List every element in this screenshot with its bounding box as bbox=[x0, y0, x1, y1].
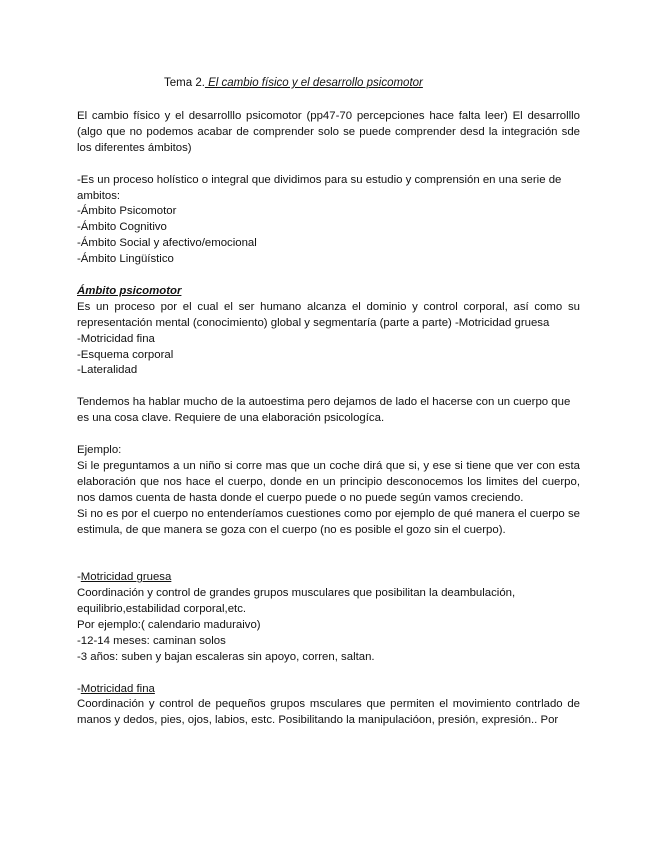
example-paragraph-2: Si no es por el cuerpo no entenderíamos cuestiones como por ejemplo de qué manera el cuerpo se estimula, de que manera se goza con el cuerpo (no es posible el gozo sin el cuerpo). bbox=[77, 507, 580, 536]
list-item: -Esquema corporal bbox=[77, 348, 174, 361]
fina-heading bbox=[77, 682, 580, 698]
gruesa-heading-text: Motricidad gruesa bbox=[80, 571, 172, 584]
list-item: -Ámbito Social y afectivo/emocional bbox=[77, 237, 257, 250]
gruesa-dash: - bbox=[77, 571, 81, 584]
fina-paragraph: Coordinación y control de pequeños grupos msculares que permiten el movimiento contrlado de manos y dedos, pies, ojos, labios, estc. Posibilitando la manipulacióon, presión, expresión.. Por bbox=[77, 698, 580, 727]
title-subject: El cambio físico y el desarrollo psicomotor bbox=[204, 77, 423, 89]
psicomotor-definition: Es un proceso por el cual el ser humano alcanza el dominio y control corporal, así como su representación mental (conocimiento) global y segmentaría (parte a parte) -Motricidad gruesa bbox=[77, 300, 580, 329]
example-paragraph-1: Si le preguntamos a un niño si corre mas que un coche dirá que si, y ese si tiene que ver con esta elaboración que nos hace el cuerpo, donde en un principio desconocemos los limites del cuerpo, nos damos cuenta de hasta donde el cuerpo puede o no puede según vamos creciendo. bbox=[77, 459, 580, 504]
example-label: Ejemplo: bbox=[77, 443, 122, 456]
gruesa-heading bbox=[77, 570, 580, 586]
psicomotor-note: Tendemos ha hablar mucho de la autoestima pero dejamos de lado el hacerse con un cuerpo que es una cosa clave. Requiere de una elaboración psicologíca. bbox=[77, 396, 571, 425]
fina-heading-text: Motricidad fina bbox=[80, 682, 155, 695]
list-item: -Lateralidad bbox=[77, 364, 138, 377]
fina-dash: - bbox=[77, 682, 81, 695]
gruesa-line: Por ejemplo:( calendario maduraivo) bbox=[77, 618, 261, 631]
list-item: -Ámbito Lingüístico bbox=[77, 253, 174, 266]
gruesa-line: Coordinación y control de grandes grupos musculares que posibilitan la deambulación, equilibrio,estabilidad corporal,etc. bbox=[77, 587, 516, 616]
list-item: -Ámbito Psicomotor bbox=[77, 205, 177, 218]
gruesa-line: -12-14 meses: caminan solos bbox=[77, 634, 226, 647]
gruesa-line: -3 años: suben y bajan escaleras sin apoyo, corren, saltan. bbox=[77, 650, 375, 663]
holistic-paragraph: -Es un proceso holístico o integral que dividimos para su estudio y comprensión en una serie de ambitos: bbox=[77, 173, 562, 202]
document-title bbox=[164, 76, 423, 91]
psicomotor-heading: Ámbito psicomotor bbox=[77, 284, 182, 297]
document-body bbox=[77, 109, 580, 729]
list-item: -Ámbito Cognitivo bbox=[77, 221, 167, 234]
title-prefix: Tema 2. bbox=[164, 77, 205, 89]
list-item: -Motricidad fina bbox=[77, 332, 155, 345]
intro-paragraph: El cambio físico y el desarrolllo psicomotor (pp47-70 percepciones hace falta leer) El desarrolllo (algo que no podemos acabar de comprender solo se puede comprender desd la integración sde los diferentes ámbitos) bbox=[77, 110, 580, 154]
